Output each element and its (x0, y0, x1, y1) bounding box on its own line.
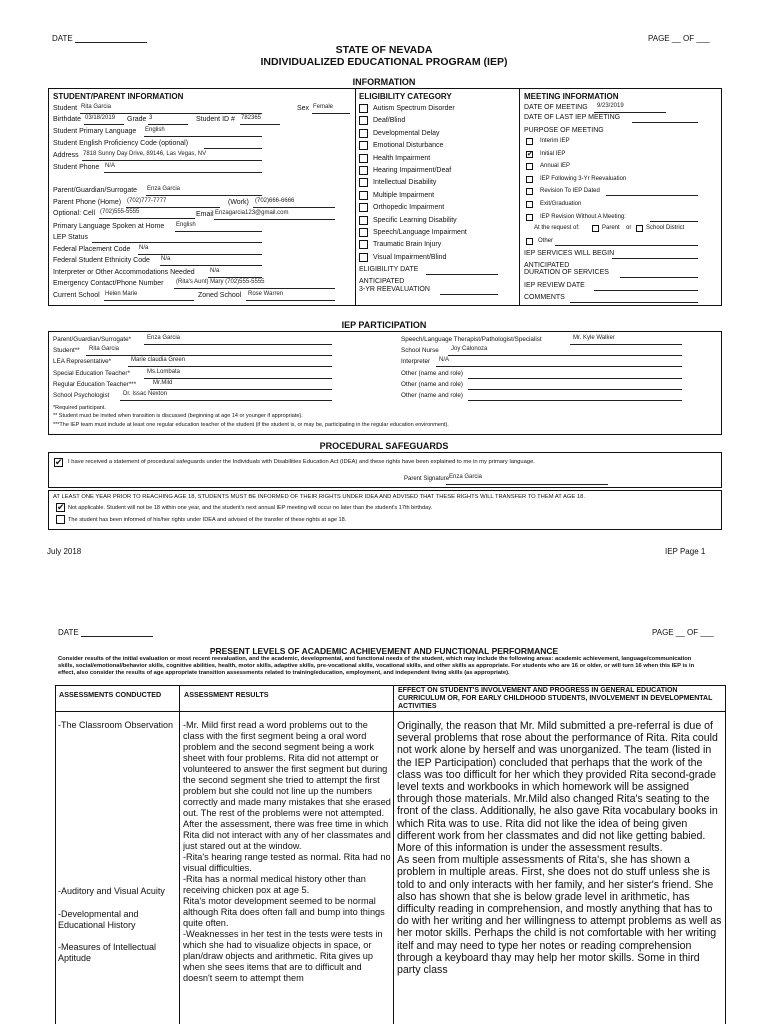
purpose-label-item: Annual IEP (540, 163, 571, 170)
eligibility-label: Traumatic Brain Injury (373, 241, 442, 249)
parent-signature-label: Parent Signature (404, 476, 450, 482)
grade-label: Grade (127, 116, 147, 123)
participant-line[interactable] (468, 400, 682, 401)
assessment-item: -Developmental and Educational History (58, 909, 139, 930)
sex-value: Female (313, 104, 334, 110)
participant-value: N/A (439, 357, 450, 364)
participant-value: Marie claudia Green (131, 357, 186, 364)
other-line[interactable] (555, 245, 698, 246)
purpose-checkbox[interactable] (526, 163, 533, 170)
purpose-checkbox[interactable] (526, 201, 533, 208)
current-school-line[interactable] (104, 300, 194, 301)
purpose-checkbox[interactable] (526, 176, 533, 183)
services-begin-label: IEP SERVICES WILL BEGIN (524, 250, 615, 257)
eligibility-checkbox[interactable] (359, 203, 368, 212)
eligibility-checkbox[interactable] (359, 116, 368, 125)
zoned-school-value: Rose Warren (248, 291, 284, 297)
participant-line[interactable] (144, 344, 332, 345)
purpose-label-item: IEP Following 3-Yr Reevaluation (540, 175, 627, 182)
parent-label: Parent/Guardian/Surrogate (53, 187, 138, 194)
safeguards-heading: PROCEDURAL SAFEGUARDS (319, 441, 449, 451)
other-checkbox[interactable] (526, 238, 533, 245)
eligibility-heading: ELIGIBILITY CATEGORY (359, 92, 452, 101)
safeguards-text: I have received a statement of procedural safeguards under the Individuals with Disabilities Education Act (IDEA) and these rights have been explained to me in my primary language. (68, 459, 535, 465)
participant-value: Mr.Mild (153, 379, 173, 386)
sex-line[interactable] (312, 113, 350, 114)
date-of-meeting-value: 9/23/2019 (597, 103, 624, 109)
email-value: Enzagarcia123@gmail.com (215, 210, 289, 216)
comments-line[interactable] (570, 302, 698, 303)
present-levels-title: PRESENT LEVELS OF ACADEMIC ACHIEVEMENT AND FUNCTIONAL PERFORMANCE (209, 646, 559, 656)
eligibility-label: Health Impairment (373, 154, 431, 162)
participant-label: Regular Education Teacher*** (53, 380, 137, 388)
eligibility-date-line[interactable] (426, 274, 498, 275)
purpose-label-item: IEP Revision Without A Meeting: (540, 213, 626, 220)
assessment-item: -Auditory and Visual Acuity (58, 886, 165, 896)
eligibility-checkbox[interactable] (359, 178, 368, 187)
anticipated2-label: ANTICIPATED (524, 262, 570, 269)
participant-label: Special Education Teacher* (53, 369, 130, 377)
purpose-checkbox[interactable] (526, 151, 533, 158)
reevaluation-line[interactable] (440, 294, 498, 295)
federal-placement-label: Federal Placement Code (53, 246, 131, 253)
assessment-item: -Measures of Intellectual Aptitude (58, 942, 157, 963)
table-header-rule (55, 711, 726, 712)
divider (519, 88, 520, 306)
eligibility-label: Speech/Language Impairment (373, 229, 467, 236)
participant-label: Other (name and role) (401, 369, 463, 377)
note-regular-teacher: ***The IEP team must include at least one regular education teacher of the student (if the student is, or may be, participating in the regular education environment). (53, 422, 449, 428)
information-heading: INFORMATION (352, 77, 416, 87)
current-school-label: Current School (53, 292, 100, 299)
purpose-checkbox[interactable] (526, 188, 533, 195)
purpose-label: PURPOSE OF MEETING (524, 127, 604, 134)
ethnicity-value: N/a (161, 256, 171, 262)
parent-line[interactable] (146, 195, 262, 196)
anticipated-label: ANTICIPATED (359, 278, 405, 285)
student-phone-line[interactable] (104, 172, 262, 173)
lep-label: LEP Status (53, 234, 88, 241)
work-label: (Work) (228, 199, 249, 206)
duration-label: DURATION OF SERVICES (524, 269, 609, 276)
eligibility-label: Visual Impairment/Blind (373, 253, 447, 261)
participation-heading: IEP PARTICIPATION (341, 320, 427, 330)
federal-placement-value: N/a (139, 245, 149, 251)
student-id-label: Student ID # (196, 116, 235, 123)
participant-label: Other (name and role) (401, 392, 463, 399)
home-language-label: Primary Language Spoken at Home (53, 223, 165, 230)
emergency-label: Emergency Contact/Phone Number (53, 280, 164, 287)
student-label: Student (53, 105, 78, 112)
participant-label: Speech/Language Therapist/Pathologist/Specialist (401, 336, 542, 343)
date-line[interactable] (75, 34, 147, 43)
student-phone-label: Student Phone (53, 164, 100, 171)
participant-line[interactable] (468, 378, 682, 379)
comments-label: COMMENTS (524, 294, 565, 301)
date-label-2: DATE (58, 628, 79, 637)
purpose-checkbox[interactable] (526, 214, 533, 221)
student-value: Rita Garcia (81, 104, 112, 110)
table-divider (393, 685, 394, 1024)
last-iep-label: DATE OF LAST IEP MEETING (524, 114, 621, 121)
cell-line[interactable] (99, 218, 195, 219)
parent-value: Enza Garcia (147, 186, 181, 192)
eligibility-checkbox[interactable] (359, 141, 368, 150)
participation-box (48, 331, 722, 435)
page-number-2: PAGE __ OF ___ (652, 628, 714, 637)
divider (355, 88, 356, 306)
participant-line[interactable] (86, 355, 332, 356)
student-parent-heading: STUDENT/PARENT INFORMATION (53, 92, 184, 101)
current-school-value: Helen Marie (105, 291, 138, 297)
eligibility-checkbox[interactable] (359, 216, 368, 225)
cell-value: (702)555-5555 (100, 209, 140, 215)
sex-label: Sex (297, 105, 310, 112)
parent-signature-line[interactable] (446, 484, 608, 485)
interpreter-label: Interpreter or Other Accommodations Needed (53, 269, 195, 276)
informed-checkbox[interactable] (56, 515, 65, 524)
emergency-value: (Rita's Aunt) Mary (702)555-5555 (176, 279, 265, 285)
participant-line[interactable] (468, 389, 682, 390)
state-title: STATE OF NEVADA (335, 44, 433, 56)
zoned-school-label: Zoned School (198, 292, 242, 299)
work-value: (702)666-6666 (255, 198, 295, 204)
eligibility-date-label: ELIGIBILITY DATE (359, 266, 419, 273)
eligibility-label: Deaf/Blind (373, 117, 406, 125)
primary-language-label: Student Primary Language (53, 128, 137, 135)
participant-line[interactable] (120, 400, 332, 401)
note-required: *Required participant. (53, 405, 106, 411)
purpose-label-item: Exit/Graduation (540, 201, 582, 207)
student-id-line[interactable] (240, 124, 280, 125)
eligibility-label: Multiple Impairment (373, 191, 435, 199)
birthdate-value: 03/18/2019 (85, 115, 116, 121)
participant-value: Rita Garcia (89, 346, 120, 353)
district-option: School District (646, 225, 685, 231)
eligibility-label: Intellectual Disability (373, 179, 437, 187)
assessment-results-text: -Mr. Mild first read a word problems out to the class with the first segment being a oral word problem and the second segment being a work sheet with four problems. Rita did not attempt or volunteered to answer the first segment but during the second segment she tried to attempt the first problem but she could not line up the numbers correctly and made many mistakes that she erased out. The rest of the problems were not attempted. After the assessment, there was free time in which Rita did not interact with any of her classmates and just stared out at the window. -Rita's hearing range tested as normal. Rita had no visual difficulties. -Rita has a normal medical history other than receiving chicken pox at age 5. Rita's motor development seemed to be normal although Rita does often fall and bump into things quite often. -Weaknesses in her test in the tests were tests in which she had to visualize objects in space, or plan/draw objects and arithmetic. Rita gives up when she sees items that are to difficult and doesn't seem to attempt them (183, 720, 391, 983)
purpose-checkbox[interactable] (526, 138, 533, 145)
purpose-label-item: Revision To IEP Dated (540, 188, 600, 195)
eligibility-label: Hearing Impairment/Deaf (373, 167, 452, 174)
col-results-header: ASSESSMENT RESULTS (184, 690, 269, 699)
participant-line[interactable] (570, 344, 682, 345)
eligibility-checkbox[interactable] (359, 154, 368, 163)
ethnicity-label: Federal Student Ethnicity Code (53, 257, 150, 264)
date-line-2[interactable] (81, 628, 153, 637)
participant-label: Parent/Guardian/Surrogate* (53, 336, 132, 343)
col-assessments-header: ASSESSMENTS CONDUCTED (59, 690, 162, 699)
footer-date: July 2018 (47, 547, 82, 556)
participant-label: LEA Representative* (53, 358, 112, 366)
eligibility-checkbox[interactable] (359, 253, 368, 262)
informed-text: The student has been informed of his/her rights under IDEA and advised of the transfer of these rights at age 18. (68, 517, 347, 523)
grade-line[interactable] (148, 124, 188, 125)
participant-line[interactable] (150, 389, 332, 390)
district-request-checkbox[interactable] (636, 225, 643, 232)
services-begin-line[interactable] (612, 258, 698, 259)
date-of-meeting-label: DATE OF MEETING (524, 104, 588, 111)
primary-language-line[interactable] (144, 136, 262, 137)
eligibility-checkbox[interactable] (359, 191, 368, 200)
last-iep-line[interactable] (632, 122, 698, 123)
not-applicable-checkbox[interactable] (56, 503, 65, 512)
eligibility-checkbox[interactable] (359, 104, 368, 113)
student-line[interactable] (80, 113, 262, 114)
participant-line[interactable] (144, 378, 332, 379)
address-line[interactable] (82, 160, 262, 161)
purpose-label-item: Interim IEP (540, 138, 570, 144)
participant-label: School Psychologist (53, 392, 110, 399)
interpreter-line[interactable] (208, 277, 262, 278)
parent-request-checkbox[interactable] (592, 225, 599, 232)
eligibility-checkbox[interactable] (359, 228, 368, 237)
duration-line[interactable] (620, 277, 698, 278)
eligibility-label: Orthopedic Impairment (373, 204, 445, 212)
student-id-value: 782365 (241, 115, 262, 121)
parent-phone-line[interactable] (126, 207, 220, 208)
cell-label: Optional: Cell (53, 210, 96, 217)
safeguards-box (48, 452, 722, 488)
parent-phone-label: Parent Phone (Home) (53, 199, 122, 206)
page-number: PAGE __ OF ___ (648, 34, 710, 43)
participant-label: Student** (53, 347, 80, 355)
lep-line[interactable] (92, 242, 262, 243)
eligibility-checkbox[interactable] (359, 129, 368, 138)
review-label: IEP REVIEW DATE (524, 282, 585, 289)
participant-line[interactable] (448, 355, 682, 356)
date-label: DATE (52, 34, 73, 43)
work-line[interactable] (253, 207, 335, 208)
address-label: Address (53, 152, 79, 159)
reevaluation-label: 3-YR REEVALUATION (359, 286, 430, 293)
date-field-2 (58, 628, 153, 637)
proficiency-label: Student English Proficiency Code (optional) (53, 140, 189, 147)
parent-option: Parent (602, 225, 620, 231)
purpose-label-item: Initial IEP (540, 150, 566, 157)
request-label: At the request of: (534, 225, 580, 231)
safeguards-checkbox[interactable] (54, 458, 63, 467)
participant-value: Dr. Issac Nexton (123, 391, 168, 397)
date-field (52, 34, 147, 43)
parent-phone-value: (702)777-7777 (127, 198, 167, 204)
participant-value: Enza Garcia (147, 335, 181, 341)
birthdate-label: Birthdate (53, 116, 82, 123)
address-value: 7818 Sunny Day Drive, 89146, Las Vegas, NV (83, 151, 207, 157)
zoned-school-line[interactable] (246, 300, 335, 301)
present-levels-intro: Consider results of the initial evaluation or most recent reevaluation, and the academic, developmental, and functional needs of the student, which may include the following areas: academic achievement, language/communication skills, social/emotional/behavior skills, cognitive abilities, health, motor skills, adaptive skills, pre-vocational skills, vocational skills, and other skills as appropriate. For students who are 16 or older, or will turn 16 when this IEP is in effect, also consider the results of age appropriate transition assessments related to training/education, employment, and independent living skills (as appropriate). (58, 656, 695, 676)
participant-label: School Nurse (401, 347, 439, 355)
grade-value: 3 (149, 115, 153, 121)
eligibility-label: Developmental Delay (373, 129, 440, 137)
purpose-line[interactable] (606, 195, 698, 196)
student-phone-value: N/A (105, 163, 116, 169)
effect-text: Originally, the reason that Mr. Mild submitted a pre-referral is due of several problems that rose about the performance of Rita. Rita could not work alone by herself and was unorganized. The team (listed in the IEP Participation) concluded that perhaps that the work of the class was too difficult for her which they provided Rita second-grade level texts and workbooks in which homework will be assigned through those materials. Mr.Mild also changed Rita's seating to the front of the class. Additionally, he also gave Rita vocabulary books in which Rita was to use. Rita did not like the idea of being given different work from her classmates and did not like getting babied. More of this information is under the assessment results. As seen from multiple assessments of Rita's, she has shown a problem in multiple areas. First, she does not do stuff unless she is told to and only interacts with her family, and her sister's friend. She also has shown that she is below grade level in arithmetic, has difficulty reading in comprehension, and mostly anything that has to do with her writing and her willingness to attempt problems as well as her motor skills. Perhaps the child is not comfortable with her writing itelf and may need to type her notes or reading comprehension through a keyboard thay may help her motor skills. Some in third party class (397, 720, 722, 977)
eligibility-label: Emotional Disturbance (373, 142, 444, 150)
participant-value: Ms.Lombata (147, 368, 181, 375)
ethnicity-line[interactable] (160, 265, 262, 266)
home-language-line[interactable] (175, 231, 262, 232)
federal-placement-line[interactable] (138, 254, 262, 255)
or-label: or (626, 225, 632, 231)
date-of-meeting-line[interactable] (594, 112, 666, 113)
footer-page: IEP Page 1 (665, 547, 706, 556)
participant-value: Mr. Kyle Walker (573, 335, 615, 341)
participant-line[interactable] (436, 366, 682, 367)
emergency-line[interactable] (174, 288, 335, 289)
review-line[interactable] (594, 290, 698, 291)
participant-value: Joy Calonoza (451, 346, 488, 353)
other-label: Other (538, 238, 554, 244)
home-language-value: English (176, 222, 196, 228)
age18-text: AT LEAST ONE YEAR PRIOR TO REACHING AGE 18, STUDENTS MUST BE INFORMED OF THEIR RIGHTS UNDER IDEA AND ADVISED THAT THESE RIGHTS WILL TRANSFER TO THEM AT AGE 18. (53, 494, 585, 500)
primary-language-value: English (145, 127, 165, 133)
iep-title: INDIVIDUALIZED EDUCATIONAL PROGRAM (IEP) (260, 56, 508, 68)
participant-line[interactable] (128, 366, 332, 367)
participant-label: Other (name and role) (401, 380, 463, 388)
proficiency-line[interactable] (204, 148, 262, 149)
eligibility-label: Autism Spectrum Disorder (373, 105, 455, 112)
interpreter-value: N/a (210, 268, 220, 274)
eligibility-checkbox[interactable] (359, 240, 368, 249)
email-line[interactable] (214, 219, 335, 220)
col-effect-header: EFFECT ON STUDENT'S INVOLVEMENT AND PROGRESS IN GENERAL EDUCATION CURRICULUM OR, FOR EARLY CHILDHOOD STUDENTS, INVOLVEMENT IN DEVELOPMENTAL ACTIVITIES (398, 687, 713, 710)
eligibility-checkbox[interactable] (359, 166, 368, 175)
eligibility-label: Specific Learning Disability (373, 216, 457, 224)
meeting-heading: MEETING INFORMATION (524, 92, 619, 101)
assessment-item: -The Classroom Observation (58, 720, 174, 730)
note-student: ** Student must be invited when transition is discussed (beginning at age 14 or younger if appropriate). (53, 413, 303, 419)
participant-label: Interpreter (401, 358, 431, 366)
parent-signature-value: Enza Garcia (449, 474, 483, 480)
table-divider (179, 685, 180, 1024)
purpose-line[interactable] (650, 221, 698, 222)
email-label: Email (196, 211, 214, 218)
birthdate-line[interactable] (84, 124, 124, 125)
not-applicable-text: Not applicable. Student will not be 18 within one year, and the student's next annual IEP meeting will occur no later than the student's 17th birthday. (68, 505, 433, 511)
